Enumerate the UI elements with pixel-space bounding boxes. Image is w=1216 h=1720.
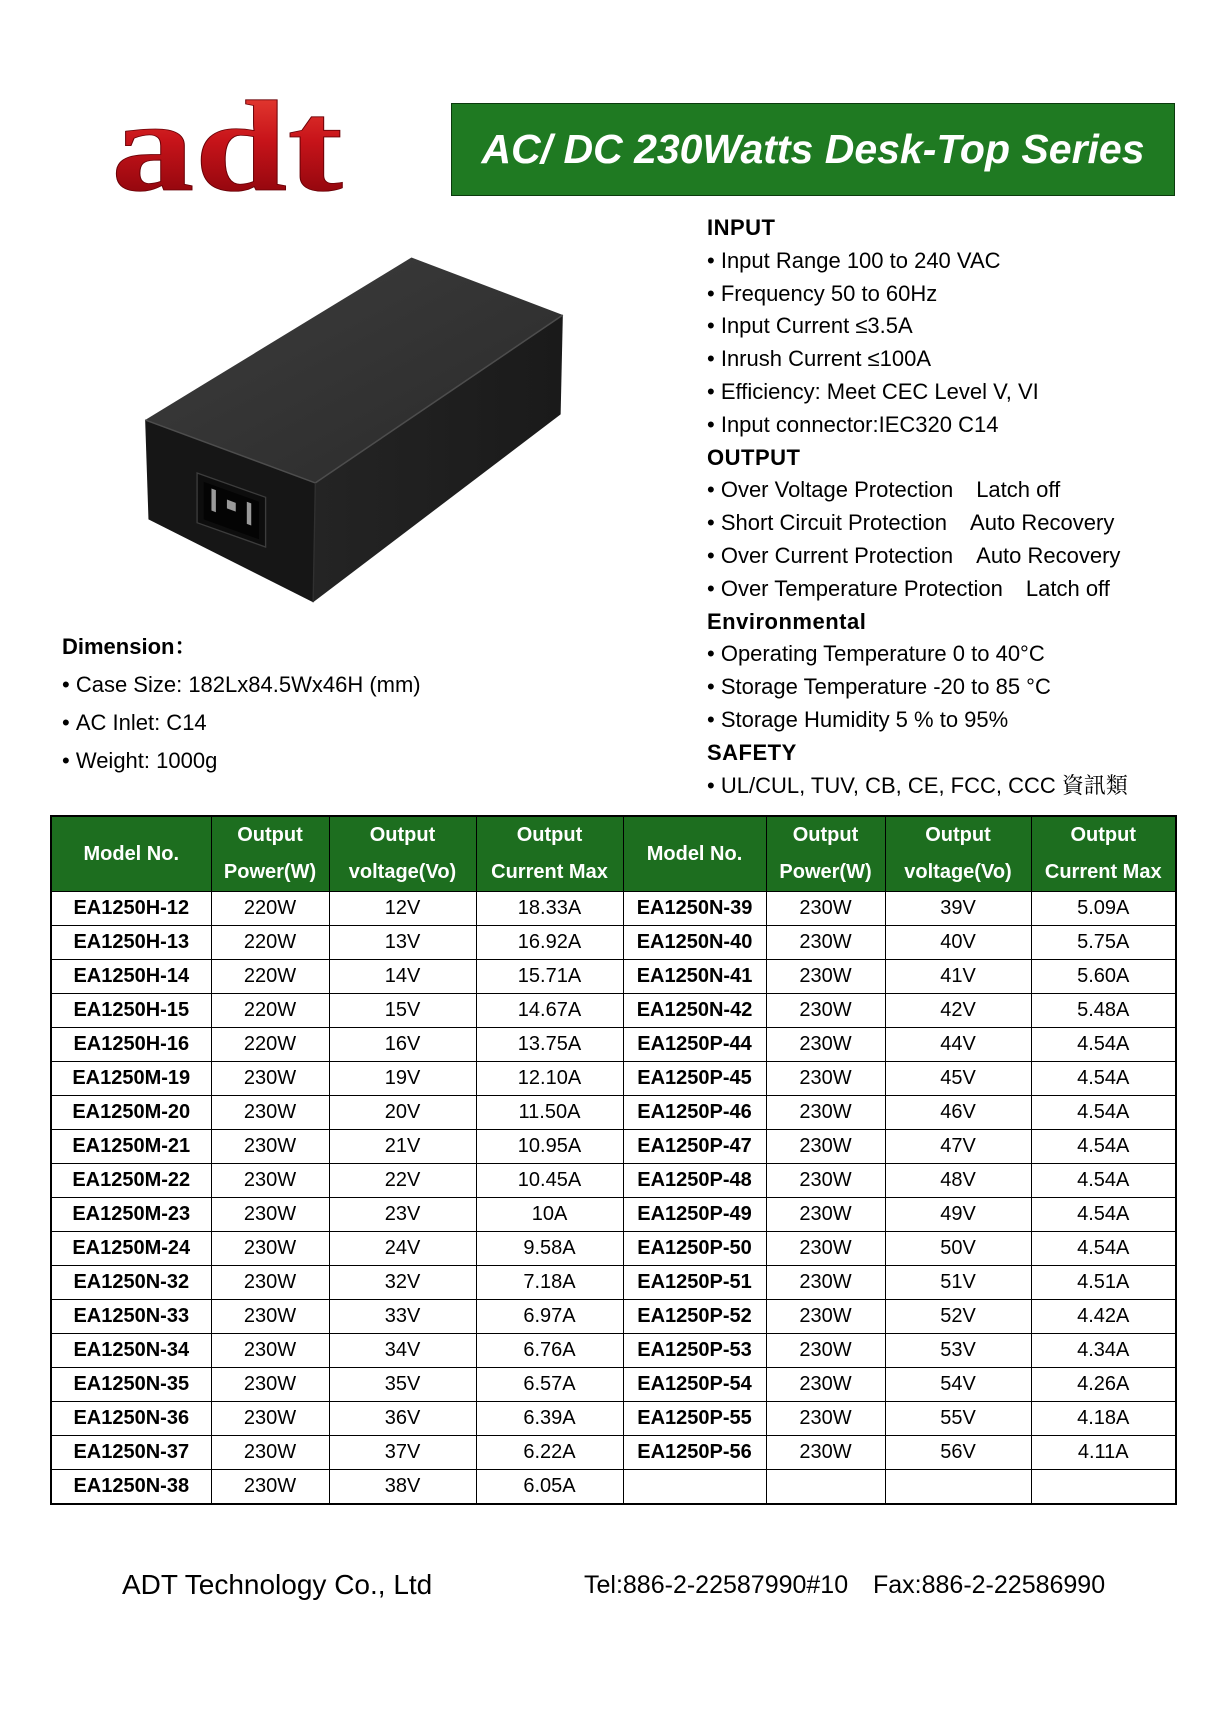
output-voltage-cell: 32V xyxy=(329,1266,476,1300)
empty-cell xyxy=(623,1470,766,1505)
output-voltage-cell: 56V xyxy=(885,1436,1031,1470)
output-current-cell: 10A xyxy=(476,1198,623,1232)
output-spec-item xyxy=(707,540,1128,573)
output-current-cell: 6.22A xyxy=(476,1436,623,1470)
model-no-cell: EA1250H-16 xyxy=(51,1028,211,1062)
output-spec-item xyxy=(707,474,1128,507)
empty-cell xyxy=(1031,1470,1176,1505)
output-heading: OUTPUT xyxy=(707,444,801,470)
output-current-cell: 4.18A xyxy=(1031,1402,1176,1436)
output-voltage-cell: 33V xyxy=(329,1300,476,1334)
table-row xyxy=(51,892,1176,926)
table-row xyxy=(51,1436,1176,1470)
output-current-cell: 4.34A xyxy=(1031,1334,1176,1368)
output-power-cell: 230W xyxy=(211,1130,329,1164)
protection-name: Over Current Protection xyxy=(720,542,954,568)
model-no-cell: EA1250P-50 xyxy=(623,1232,766,1266)
dimension-heading: Dimension： xyxy=(62,634,197,659)
table-row xyxy=(51,1334,1176,1368)
output-power-cell: 220W xyxy=(211,892,329,926)
output-voltage-cell: 19V xyxy=(329,1062,476,1096)
output-current-cell: 4.11A xyxy=(1031,1436,1176,1470)
output-power-cell: 230W xyxy=(211,1198,329,1232)
output-voltage-cell: 46V xyxy=(885,1096,1031,1130)
output-voltage-cell: 48V xyxy=(885,1164,1031,1198)
header-line: Output xyxy=(925,824,991,846)
model-no-cell: EA1250N-41 xyxy=(623,960,766,994)
protection-name: Over Temperature Protection xyxy=(720,575,1003,601)
output-current-cell: 9.58A xyxy=(476,1232,623,1266)
input-spec-item: • Inrush Current ≤100A xyxy=(707,343,1128,376)
output-power-cell: 230W xyxy=(766,1062,885,1096)
environmental-spec-item: • Operating Temperature 0 to 40°C xyxy=(707,638,1128,671)
model-no-cell: EA1250H-15 xyxy=(51,994,211,1028)
header-line: Power(W) xyxy=(779,861,872,883)
header-model-no: Model No. xyxy=(623,816,766,892)
model-no-cell: EA1250P-55 xyxy=(623,1402,766,1436)
output-voltage-cell: 38V xyxy=(329,1470,476,1505)
safety-heading: SAFETY xyxy=(707,739,797,765)
output-voltage-cell: 45V xyxy=(885,1062,1031,1096)
output-current-cell: 5.75A xyxy=(1031,926,1176,960)
output-power-cell: 230W xyxy=(766,1402,885,1436)
output-voltage-cell: 47V xyxy=(885,1130,1031,1164)
model-no-cell: EA1250P-48 xyxy=(623,1164,766,1198)
model-no-cell: EA1250N-39 xyxy=(623,892,766,926)
output-current-cell: 6.57A xyxy=(476,1368,623,1402)
output-power-cell: 220W xyxy=(211,994,329,1028)
output-voltage-cell: 14V xyxy=(329,960,476,994)
output-power-cell: 230W xyxy=(766,1266,885,1300)
model-no-cell: EA1250N-33 xyxy=(51,1300,211,1334)
output-voltage-cell: 44V xyxy=(885,1028,1031,1062)
model-no-cell: EA1250P-54 xyxy=(623,1368,766,1402)
output-current-cell: 4.54A xyxy=(1031,1130,1176,1164)
output-power-cell: 230W xyxy=(766,1436,885,1470)
table-row xyxy=(51,926,1176,960)
output-voltage-cell: 41V xyxy=(885,960,1031,994)
table-row xyxy=(51,1164,1176,1198)
environmental-spec-item: • Storage Temperature -20 to 85 °C xyxy=(707,671,1128,704)
output-power-cell: 230W xyxy=(211,1300,329,1334)
series-title-banner xyxy=(451,103,1175,196)
header-line: Power(W) xyxy=(223,861,317,883)
dimension-section xyxy=(62,628,421,780)
table-row xyxy=(51,1198,1176,1232)
header-line: Output xyxy=(1070,824,1137,846)
output-voltage-cell: 15V xyxy=(329,994,476,1028)
output-power-cell: 230W xyxy=(766,926,885,960)
output-voltage-cell: 16V xyxy=(329,1028,476,1062)
output-voltage-cell: 53V xyxy=(885,1334,1031,1368)
output-power-cell: 230W xyxy=(211,1096,329,1130)
output-voltage-cell: 34V xyxy=(329,1334,476,1368)
model-no-cell: EA1250H-13 xyxy=(51,926,211,960)
output-spec-item xyxy=(707,507,1128,540)
output-power-cell: 230W xyxy=(211,1164,329,1198)
output-current-cell: 4.54A xyxy=(1031,1028,1176,1062)
output-voltage-cell: 21V xyxy=(329,1130,476,1164)
output-power-cell: 230W xyxy=(766,1334,885,1368)
output-power-cell: 230W xyxy=(766,1300,885,1334)
input-spec-item: • Frequency 50 to 60Hz xyxy=(707,278,1128,311)
header-output-current xyxy=(476,816,623,892)
protection-mode: Latch off xyxy=(976,477,1061,503)
header-output-voltage xyxy=(329,816,476,892)
series-title: AC/ DC 230Watts Desk-Top Series xyxy=(481,126,1145,172)
output-current-cell: 11.50A xyxy=(476,1096,623,1130)
model-no-cell: EA1250P-45 xyxy=(623,1062,766,1096)
model-no-cell: EA1250M-24 xyxy=(51,1232,211,1266)
header-line: Current Max xyxy=(1044,861,1162,883)
output-voltage-cell: 12V xyxy=(329,892,476,926)
dimension-item: • Case Size: 182Lx84.5Wx46H (mm) xyxy=(62,666,421,704)
output-current-cell: 5.09A xyxy=(1031,892,1176,926)
protection-name: Over Voltage Protection xyxy=(720,477,954,503)
output-current-cell: 6.05A xyxy=(476,1470,623,1505)
input-spec-item: • Input connector:IEC320 C14 xyxy=(707,409,1128,442)
output-current-cell: 4.54A xyxy=(1031,1198,1176,1232)
output-voltage-cell: 36V xyxy=(329,1402,476,1436)
output-current-cell: 15.71A xyxy=(476,960,623,994)
adt-logo xyxy=(105,95,350,200)
model-no-cell: EA1250M-21 xyxy=(51,1130,211,1164)
protection-mode: Auto Recovery xyxy=(970,510,1115,536)
model-no-cell: EA1250P-53 xyxy=(623,1334,766,1368)
output-voltage-cell: 54V xyxy=(885,1368,1031,1402)
table-row xyxy=(51,1232,1176,1266)
power-adapter-image xyxy=(133,243,575,619)
table-row xyxy=(51,994,1176,1028)
table-row xyxy=(51,1096,1176,1130)
output-spec-item xyxy=(707,573,1128,606)
output-current-cell: 4.54A xyxy=(1031,1164,1176,1198)
table-row xyxy=(51,1368,1176,1402)
output-voltage-cell: 24V xyxy=(329,1232,476,1266)
model-no-cell: EA1250P-52 xyxy=(623,1300,766,1334)
output-current-cell: 7.18A xyxy=(476,1266,623,1300)
model-no-cell: EA1250H-12 xyxy=(51,892,211,926)
model-no-cell: EA1250P-47 xyxy=(623,1130,766,1164)
output-power-cell: 220W xyxy=(211,960,329,994)
header-output-power xyxy=(766,816,885,892)
model-no-cell: EA1250N-37 xyxy=(51,1436,211,1470)
company-name: ADT Technology Co., Ltd xyxy=(122,1569,433,1600)
output-power-cell: 220W xyxy=(211,1028,329,1062)
output-current-cell: 16.92A xyxy=(476,926,623,960)
output-current-cell: 18.33A xyxy=(476,892,623,926)
fax-number: Fax:886-2-22586990 xyxy=(873,1571,1106,1599)
model-no-cell: EA1250N-38 xyxy=(51,1470,211,1505)
environmental-heading: Environmental xyxy=(707,608,867,634)
adapter-body xyxy=(145,258,563,603)
model-no-cell: EA1250N-42 xyxy=(623,994,766,1028)
table-row xyxy=(51,960,1176,994)
empty-cell xyxy=(766,1470,885,1505)
safety-spec-item: • UL/CUL, TUV, CB, CE, FCC, CCC 資訊類 xyxy=(707,770,1128,803)
table-row xyxy=(51,1266,1176,1300)
output-current-cell: 5.48A xyxy=(1031,994,1176,1028)
output-current-cell: 13.75A xyxy=(476,1028,623,1062)
output-power-cell: 230W xyxy=(211,1232,329,1266)
dimension-item: • AC Inlet: C14 xyxy=(62,704,421,742)
model-no-cell: EA1250M-22 xyxy=(51,1164,211,1198)
model-no-cell: EA1250N-34 xyxy=(51,1334,211,1368)
output-voltage-cell: 50V xyxy=(885,1232,1031,1266)
input-spec-item: • Efficiency: Meet CEC Level V, VI xyxy=(707,376,1128,409)
environmental-spec-item: • Storage Humidity 5 % to 95% xyxy=(707,704,1128,737)
model-no-cell: EA1250N-32 xyxy=(51,1266,211,1300)
output-voltage-cell: 23V xyxy=(329,1198,476,1232)
table-row xyxy=(51,1028,1176,1062)
model-no-cell: EA1250P-46 xyxy=(623,1096,766,1130)
table-header-row xyxy=(51,816,1176,892)
telephone-number: Tel:886-2-22587990#10 xyxy=(584,1571,849,1599)
table-row xyxy=(51,1062,1176,1096)
output-power-cell: 230W xyxy=(766,994,885,1028)
output-voltage-cell: 20V xyxy=(329,1096,476,1130)
model-table xyxy=(50,815,1177,1505)
model-no-cell: EA1250P-56 xyxy=(623,1436,766,1470)
output-power-cell: 230W xyxy=(211,1436,329,1470)
output-power-cell: 230W xyxy=(766,960,885,994)
output-voltage-cell: 51V xyxy=(885,1266,1031,1300)
output-current-cell: 4.42A xyxy=(1031,1300,1176,1334)
input-spec-item: • Input Range 100 to 240 VAC xyxy=(707,245,1128,278)
output-power-cell: 230W xyxy=(766,1096,885,1130)
output-voltage-cell: 39V xyxy=(885,892,1031,926)
output-current-cell: 6.39A xyxy=(476,1402,623,1436)
model-no-cell: EA1250N-40 xyxy=(623,926,766,960)
output-power-cell: 230W xyxy=(211,1062,329,1096)
output-current-cell: 10.45A xyxy=(476,1164,623,1198)
output-voltage-cell: 42V xyxy=(885,994,1031,1028)
output-power-cell: 230W xyxy=(211,1266,329,1300)
input-heading: INPUT xyxy=(707,215,776,240)
output-power-cell: 220W xyxy=(211,926,329,960)
output-power-cell: 230W xyxy=(766,1028,885,1062)
output-current-cell: 12.10A xyxy=(476,1062,623,1096)
header-line: Output xyxy=(516,824,583,846)
table-row xyxy=(51,1470,1176,1505)
output-voltage-cell: 37V xyxy=(329,1436,476,1470)
output-voltage-cell: 35V xyxy=(329,1368,476,1402)
output-power-cell: 230W xyxy=(766,1232,885,1266)
output-current-cell: 14.67A xyxy=(476,994,623,1028)
table-row xyxy=(51,1130,1176,1164)
model-no-cell: EA1250N-35 xyxy=(51,1368,211,1402)
model-no-cell: EA1250M-23 xyxy=(51,1198,211,1232)
output-voltage-cell: 40V xyxy=(885,926,1031,960)
model-no-cell: EA1250P-49 xyxy=(623,1198,766,1232)
protection-mode: Auto Recovery xyxy=(976,542,1121,568)
output-current-cell: 4.51A xyxy=(1031,1266,1176,1300)
output-voltage-cell: 52V xyxy=(885,1300,1031,1334)
dimension-item: • Weight: 1000g xyxy=(62,742,421,780)
table-row xyxy=(51,1300,1176,1334)
model-no-cell: EA1250P-51 xyxy=(623,1266,766,1300)
header-line: Output xyxy=(792,824,859,846)
output-current-cell: 4.54A xyxy=(1031,1232,1176,1266)
output-power-cell: 230W xyxy=(766,1368,885,1402)
output-power-cell: 230W xyxy=(211,1368,329,1402)
header-line: voltage(Vo) xyxy=(904,861,1012,883)
protection-mode: Latch off xyxy=(1025,575,1110,601)
output-power-cell: 230W xyxy=(766,892,885,926)
header-output-voltage xyxy=(885,816,1031,892)
model-no-cell: EA1250H-14 xyxy=(51,960,211,994)
output-current-cell: 4.26A xyxy=(1031,1368,1176,1402)
output-power-cell: 230W xyxy=(211,1402,329,1436)
output-current-cell: 5.60A xyxy=(1031,960,1176,994)
output-power-cell: 230W xyxy=(766,1164,885,1198)
header-output-power xyxy=(211,816,329,892)
output-current-cell: 6.97A xyxy=(476,1300,623,1334)
logo-text: adt xyxy=(111,95,343,200)
output-voltage-cell: 49V xyxy=(885,1198,1031,1232)
specifications xyxy=(707,212,1128,802)
header-output-current xyxy=(1031,816,1176,892)
model-no-cell: EA1250P-44 xyxy=(623,1028,766,1062)
header-line: Current Max xyxy=(491,861,608,883)
output-voltage-cell: 13V xyxy=(329,926,476,960)
output-voltage-cell: 55V xyxy=(885,1402,1031,1436)
model-no-cell: EA1250M-19 xyxy=(51,1062,211,1096)
output-power-cell: 230W xyxy=(766,1198,885,1232)
output-power-cell: 230W xyxy=(766,1130,885,1164)
header-line: voltage(Vo) xyxy=(348,861,457,883)
output-voltage-cell: 22V xyxy=(329,1164,476,1198)
table-row xyxy=(51,1402,1176,1436)
header-line: Output xyxy=(237,824,303,846)
header-line: Output xyxy=(369,824,436,846)
protection-name: Short Circuit Protection xyxy=(720,510,948,536)
header-model-no: Model No. xyxy=(51,816,211,892)
output-power-cell: 230W xyxy=(211,1334,329,1368)
output-power-cell: 230W xyxy=(211,1470,329,1505)
model-no-cell: EA1250N-36 xyxy=(51,1402,211,1436)
output-current-cell: 4.54A xyxy=(1031,1096,1176,1130)
output-current-cell: 6.76A xyxy=(476,1334,623,1368)
empty-cell xyxy=(885,1470,1031,1505)
output-current-cell: 4.54A xyxy=(1031,1062,1176,1096)
output-current-cell: 10.95A xyxy=(476,1130,623,1164)
model-no-cell: EA1250M-20 xyxy=(51,1096,211,1130)
input-spec-item: • Input Current ≤3.5A xyxy=(707,310,1128,343)
